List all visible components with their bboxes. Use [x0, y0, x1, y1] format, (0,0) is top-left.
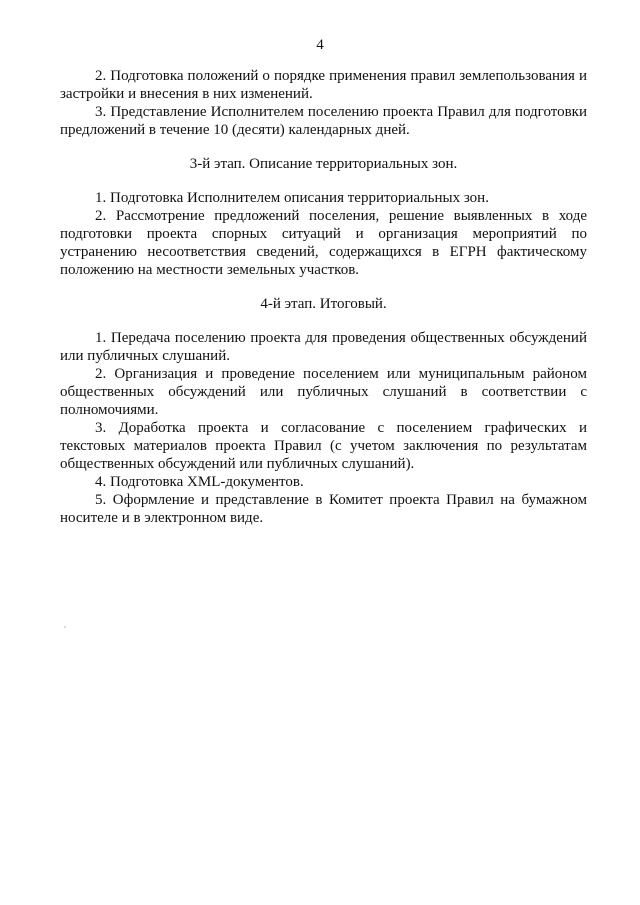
- stage-4-item-4: 4. Подготовка XML-документов.: [95, 474, 304, 490]
- intro-item-3: 3. Представление Исполнителем поселению проекта Правил для подготовки предложений в течение 10 (десяти) календарных дней.: [60, 104, 587, 138]
- stage-4-item-5: 5. Оформление и представление в Комитет проекта Правил на бумажном носителе и в электронном виде.: [60, 492, 587, 526]
- stage-4-item-3: 3. Доработка проекта и согласование с поселением графических и текстовых материалов проекта Правил (с учетом заключения по результатам общественных обсуждений или публичных слушаний).: [60, 420, 587, 472]
- stage-3-heading: 3-й этап. Описание территориальных зон.: [189, 156, 458, 172]
- stage-4-item-1: 1. Передача поселению проекта для проведения общественных обсуждений или публичных слушаний.: [60, 330, 587, 364]
- stage-4-heading: 4-й этап. Итоговый.: [260, 296, 387, 312]
- document-body: [60, 67, 587, 527]
- scan-artifact: [64, 626, 66, 628]
- intro-item-2: 2. Подготовка положений о порядке применения правил землепользования и застройки и внесения в них изменений.: [60, 68, 587, 102]
- stage-3-item-2: 2. Рассмотрение предложений поселения, решение выявленных в ходе подготовки проекта спорных ситуаций и организация мероприятий по устранению несоответствия сведений, содержащихся в ЕГРН фактическому положению на местности земельных участков.: [60, 208, 587, 278]
- stage-4-item-2: 2. Организация и проведение поселением или муниципальным районом общественных обсуждений или публичных слушаний в соответствии с полномочиями.: [60, 366, 587, 418]
- page-number: 4: [316, 37, 324, 53]
- stage-3-item-1: 1. Подготовка Исполнителем описания территориальных зон.: [95, 190, 489, 206]
